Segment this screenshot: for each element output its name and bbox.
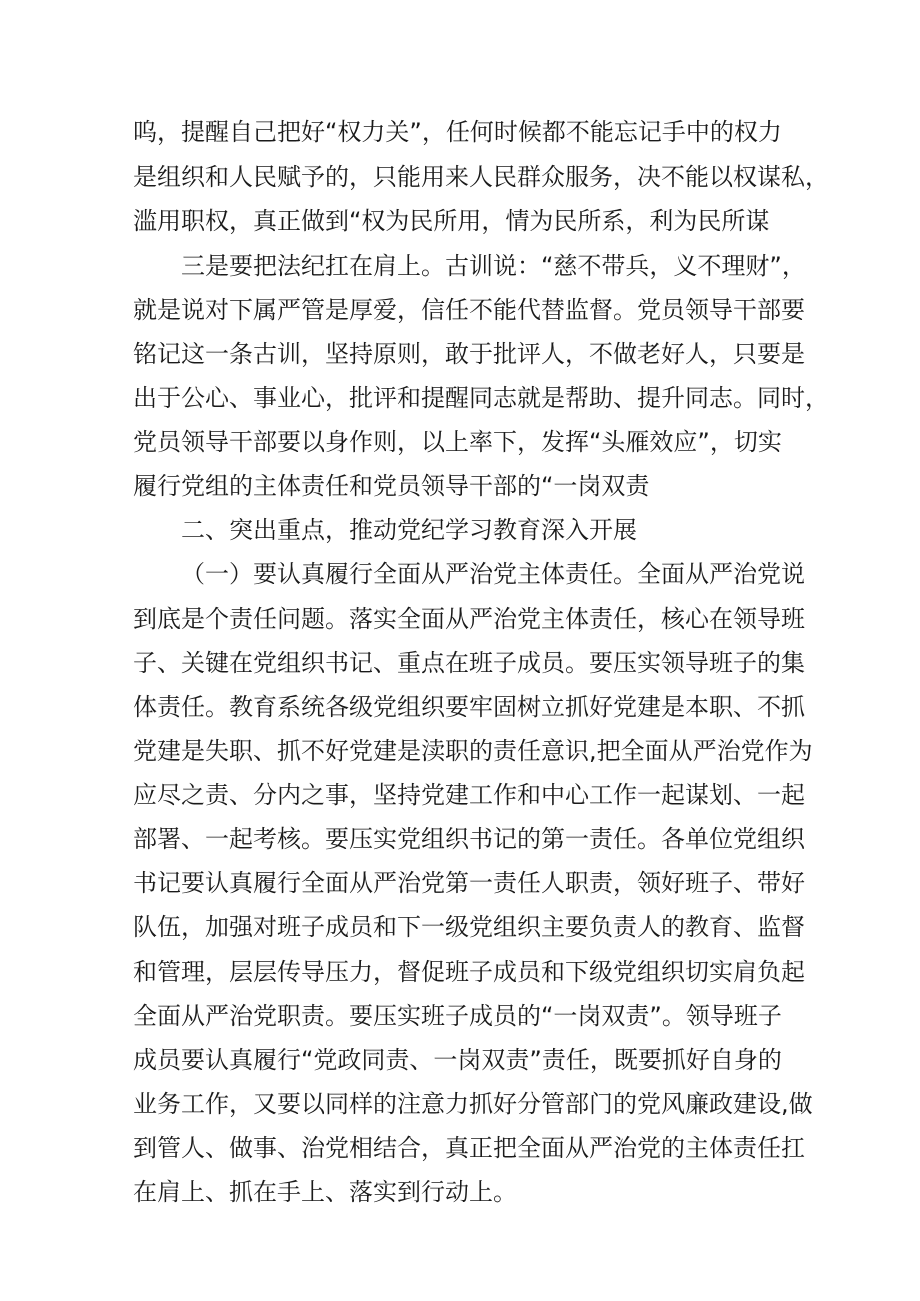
text-line: 队伍，加强对班子成员和下一级党组织主要负责人的教育、监督 — [133, 913, 805, 941]
text-line: 业务工作，又要以同样的注意力抓好分管部门的党风廉政建设,做 — [133, 1090, 813, 1118]
text-line: 部署、一起考核。要压实党组织书记的第一责任。各单位党组织 — [133, 825, 805, 853]
text-line: 履行党组的主体责任和党员领导干部的“一岗双责 — [133, 472, 650, 500]
text-line: 出于公心、事业心，批评和提醒同志就是帮助、提升同志。同时， — [133, 384, 829, 412]
text-line: 三是要把法纪扛在肩上。古训说：“慈不带兵，义不理财”， — [181, 252, 806, 280]
text-line: 子、关键在党组织书记、重点在班子成员。要压实领导班子的集 — [133, 649, 805, 677]
text-line: 就是说对下属严管是厚爱，信任不能代替监督。党员领导干部要 — [133, 296, 805, 324]
text-line: （一）要认真履行全面从严治党主体责任。全面从严治党说 — [181, 560, 805, 588]
text-line: 滥用职权，真正做到“权为民所用，情为民所系，利为民所谋 — [133, 207, 770, 235]
text-line: 书记要认真履行全面从严治党第一责任人职责，领好班子、带好 — [133, 869, 805, 897]
text-line: 呜，提醒自己把好“权力关”，任何时候都不能忘记手中的权力 — [133, 118, 782, 146]
text-line: 在肩上、抓在手上、落实到行动上。 — [133, 1178, 517, 1206]
text-line: 党员领导干部要以身作则，以上率下，发挥“头雁效应”，切实 — [133, 428, 782, 456]
text-line: 是组织和人民赋予的，只能用来人民群众服务，决不能以权谋私， — [133, 163, 829, 191]
text-line: 应尽之责、分内之事，坚持党建工作和中心工作一起谋划、一起 — [133, 781, 805, 809]
text-line: 铭记这一条古训，坚持原则，敢于批评人，不做老好人，只要是 — [133, 340, 805, 368]
text-line: 到管人、做事、治党相结合，真正把全面从严治党的主体责任扛 — [133, 1134, 805, 1162]
section-heading: 二、突出重点，推动党纪学习教育深入开展 — [181, 516, 637, 544]
text-line: 到底是个责任问题。落实全面从严治党主体责任，核心在领导班 — [133, 605, 805, 633]
text-line: 体责任。教育系统各级党组织要牢固树立抓好党建是本职、不抓 — [133, 693, 805, 721]
text-line: 和管理，层层传导压力，督促班子成员和下级党组织切实肩负起 — [133, 958, 805, 986]
text-line: 全面从严治党职责。要压实班子成员的“一岗双责”。领导班子 — [133, 1002, 782, 1030]
text-line: 党建是失职、抓不好党建是渎职的责任意识,把全面从严治党作为 — [133, 737, 813, 765]
text-line: 成员要认真履行“党政同责、一岗双责”责任，既要抓好自身的 — [133, 1046, 782, 1074]
